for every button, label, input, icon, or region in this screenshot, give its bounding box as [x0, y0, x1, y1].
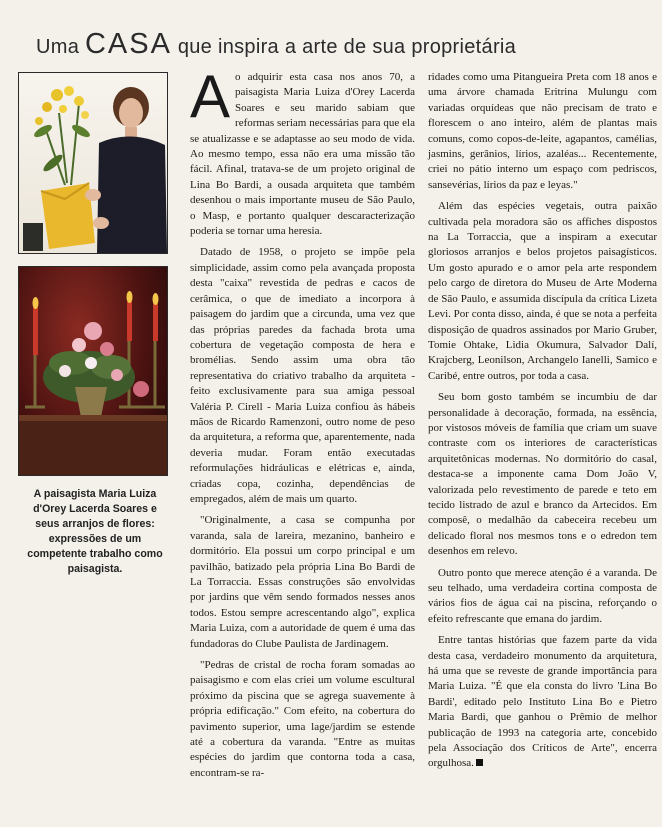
article-paragraph: Outro ponto que merece atenção é a varanda. De seu telhado, uma verdadeira cortina composta de vários fios de água cai na piscina, reforçando o efeito refrescante que emana do jardim. — [428, 566, 657, 625]
paragraph-text: Entre tantas histórias que fazem parte da vida desta casa, verdadeiro monumento da arquitetura, há uma que se reveste de grande importância para Maria Luiza. "É que ela consta do livro 'Lina Bo Bardi', editado pelo Instituto Lina Bo e Pietro Maria Bardi, que ganhou o Prêmio de melhor publicação de 1993 na categoria arte, concebido pela Associação dos Críticos de Arte", encerra orgulhosa. — [428, 634, 657, 770]
portrait-photo — [18, 72, 168, 254]
headline-prefix: Uma — [36, 36, 85, 58]
portrait-illustration — [19, 73, 167, 253]
article-paragraph — [190, 63, 415, 239]
article-column-right — [428, 70, 657, 778]
paragraph-text: o adquirir esta casa nos anos 70, a paisagista Maria Luiza d'Orey Lacerda Soares e seu marido sabiam que reformas seriam necessárias para que ela se atualizasse e se adaptasse ao seu modo de vida. Ao mesmo tempo, essa não era uma missão tão fácil. Afinal, tratava-se de um projeto original de Lina Bo Bardi, a ousada arquiteta que também desenhou o mais importante museu de São Paulo, o Masp, e portanto qualquer descaracterização poderia se tornar uma heresia. — [190, 71, 415, 238]
drop-cap: A — [190, 63, 231, 130]
article-paragraph: "Originalmente, a casa se compunha por varanda, sala de lareira, mezanino, banheiro e dormitório. Ela possui um corpo principal e um pavilhão, batizado pela própria Lina Bo Bardi de La Torraccia. Essas construções são envolvidas por jardins que vêm sendo formados nesses anos todos. Estou sempre acrescentando algo", explica Maria Luiza, com a autoridade de quem é uma das fundadoras do Clube Paulista de Jardinagem. — [190, 514, 415, 650]
arrangement-illustration — [19, 267, 167, 475]
article-paragraph: ridades como uma Pitangueira Preta com 18 anos e uma árvore chamada Eritrina Mulungu com variadas orquídeas que não precisam de trato e florescem o ano inteiro, além de plantas mais comuns, como copos-de-leite, agapantos, camélias, jasmins, gerânios, lírios, azaléas... Recentemente, criei no pátio interno um espaço com pedriscos, sansevérias, lírios da paz e leyas." — [428, 71, 657, 191]
photo-caption: A paisagista Maria Luiza d'Orey Lacerda Soares e seus arranjos de flores: expressões de um competente trabalho como paisagista. — [27, 488, 163, 575]
headline-emphasis: CASA — [84, 28, 172, 60]
article-paragraph: Além das espécies vegetais, outra paixão cultivada pela moradora são os affiches dispostos na La Torraccia, que a inspiram a executar gloriosos arranjos e belos projetos paisagísticos. Um gosto apurado e o amor pela arte respondem pelo cargo de diretora do Museu de Arte Moderna de São Paulo, e assumida discípula da crítica Lizeta Levi. Por conta disso, ainda, é que se nota a perfeita disposição de quadros assinados por Mario Gruber, Tomie Ohtake, Lidia Okumura, Salvador Dalí, Krajcberg, Leonilson, Archangelo Ianelli, Samico e Caribé, entre outros, por toda a casa. — [428, 200, 657, 382]
article-paragraph: Seu bom gosto também se incumbiu de dar personalidade à decoração, formada, na essência, por vistosos móveis de família que criam um suave contraste com os interiores de características arquitetônicas modernas. No dormitório do casal, destaca-se a imponente cama Dom João V, valorizada pelo revestimento de parede e teto em tecido listrado de azul e branco da Artecidos. Em composê, o medalhão da cabeceira recebeu um delicado floral nos mesmos tons e o edredon tem desenhos em relevo. — [428, 391, 657, 558]
article-paragraph — [428, 633, 657, 772]
article-headline — [36, 28, 646, 61]
end-of-article-mark — [476, 759, 483, 766]
article-paragraph: Datado de 1958, o projeto se impõe pela simplicidade, assim como pela avançada proposta desta "caixa" revestida de pedras e cacos de cerâmica, o que de imediato a incorpora à paisagem do jardim que a circunda, uma vez que das próprias paredes da fachada brota uma cobertura de vegetação composta de hera e bromélias. Sendo assim uma obra tão representativa do criativo trabalho da arquiteta - feito exclusivamente para sua amiga pessoal Valéria P. Cirell - Maria Luiza confiou às hábeis mãos de Ricardo Ramenzoni, outro nome de peso da arquitetura, a reforma que, aparentemente, nada deveria mudar. Foram então executadas reformulações hidráulicas e elétricas e, ainda, criadas copa, cozinha, dependências de empregados, além de mais um quarto. — [190, 246, 415, 505]
flower-arrangement-photo — [18, 266, 168, 476]
article-column-middle — [190, 63, 415, 787]
headline-suffix: que inspira a arte de sua proprietária — [171, 36, 517, 58]
article-paragraph: "Pedras de cristal de rocha foram somadas ao paisagismo e com elas criei um volume escultural próximo da piscina que se agrega suavemente à própria edificação." Com efeito, na cobertura do pavimento superior, uma lage/jardim se estende até a cobertura da varanda. "Entre as muitas espécies do jardim que contorna toda a casa, encontram-se ra- — [190, 659, 415, 779]
